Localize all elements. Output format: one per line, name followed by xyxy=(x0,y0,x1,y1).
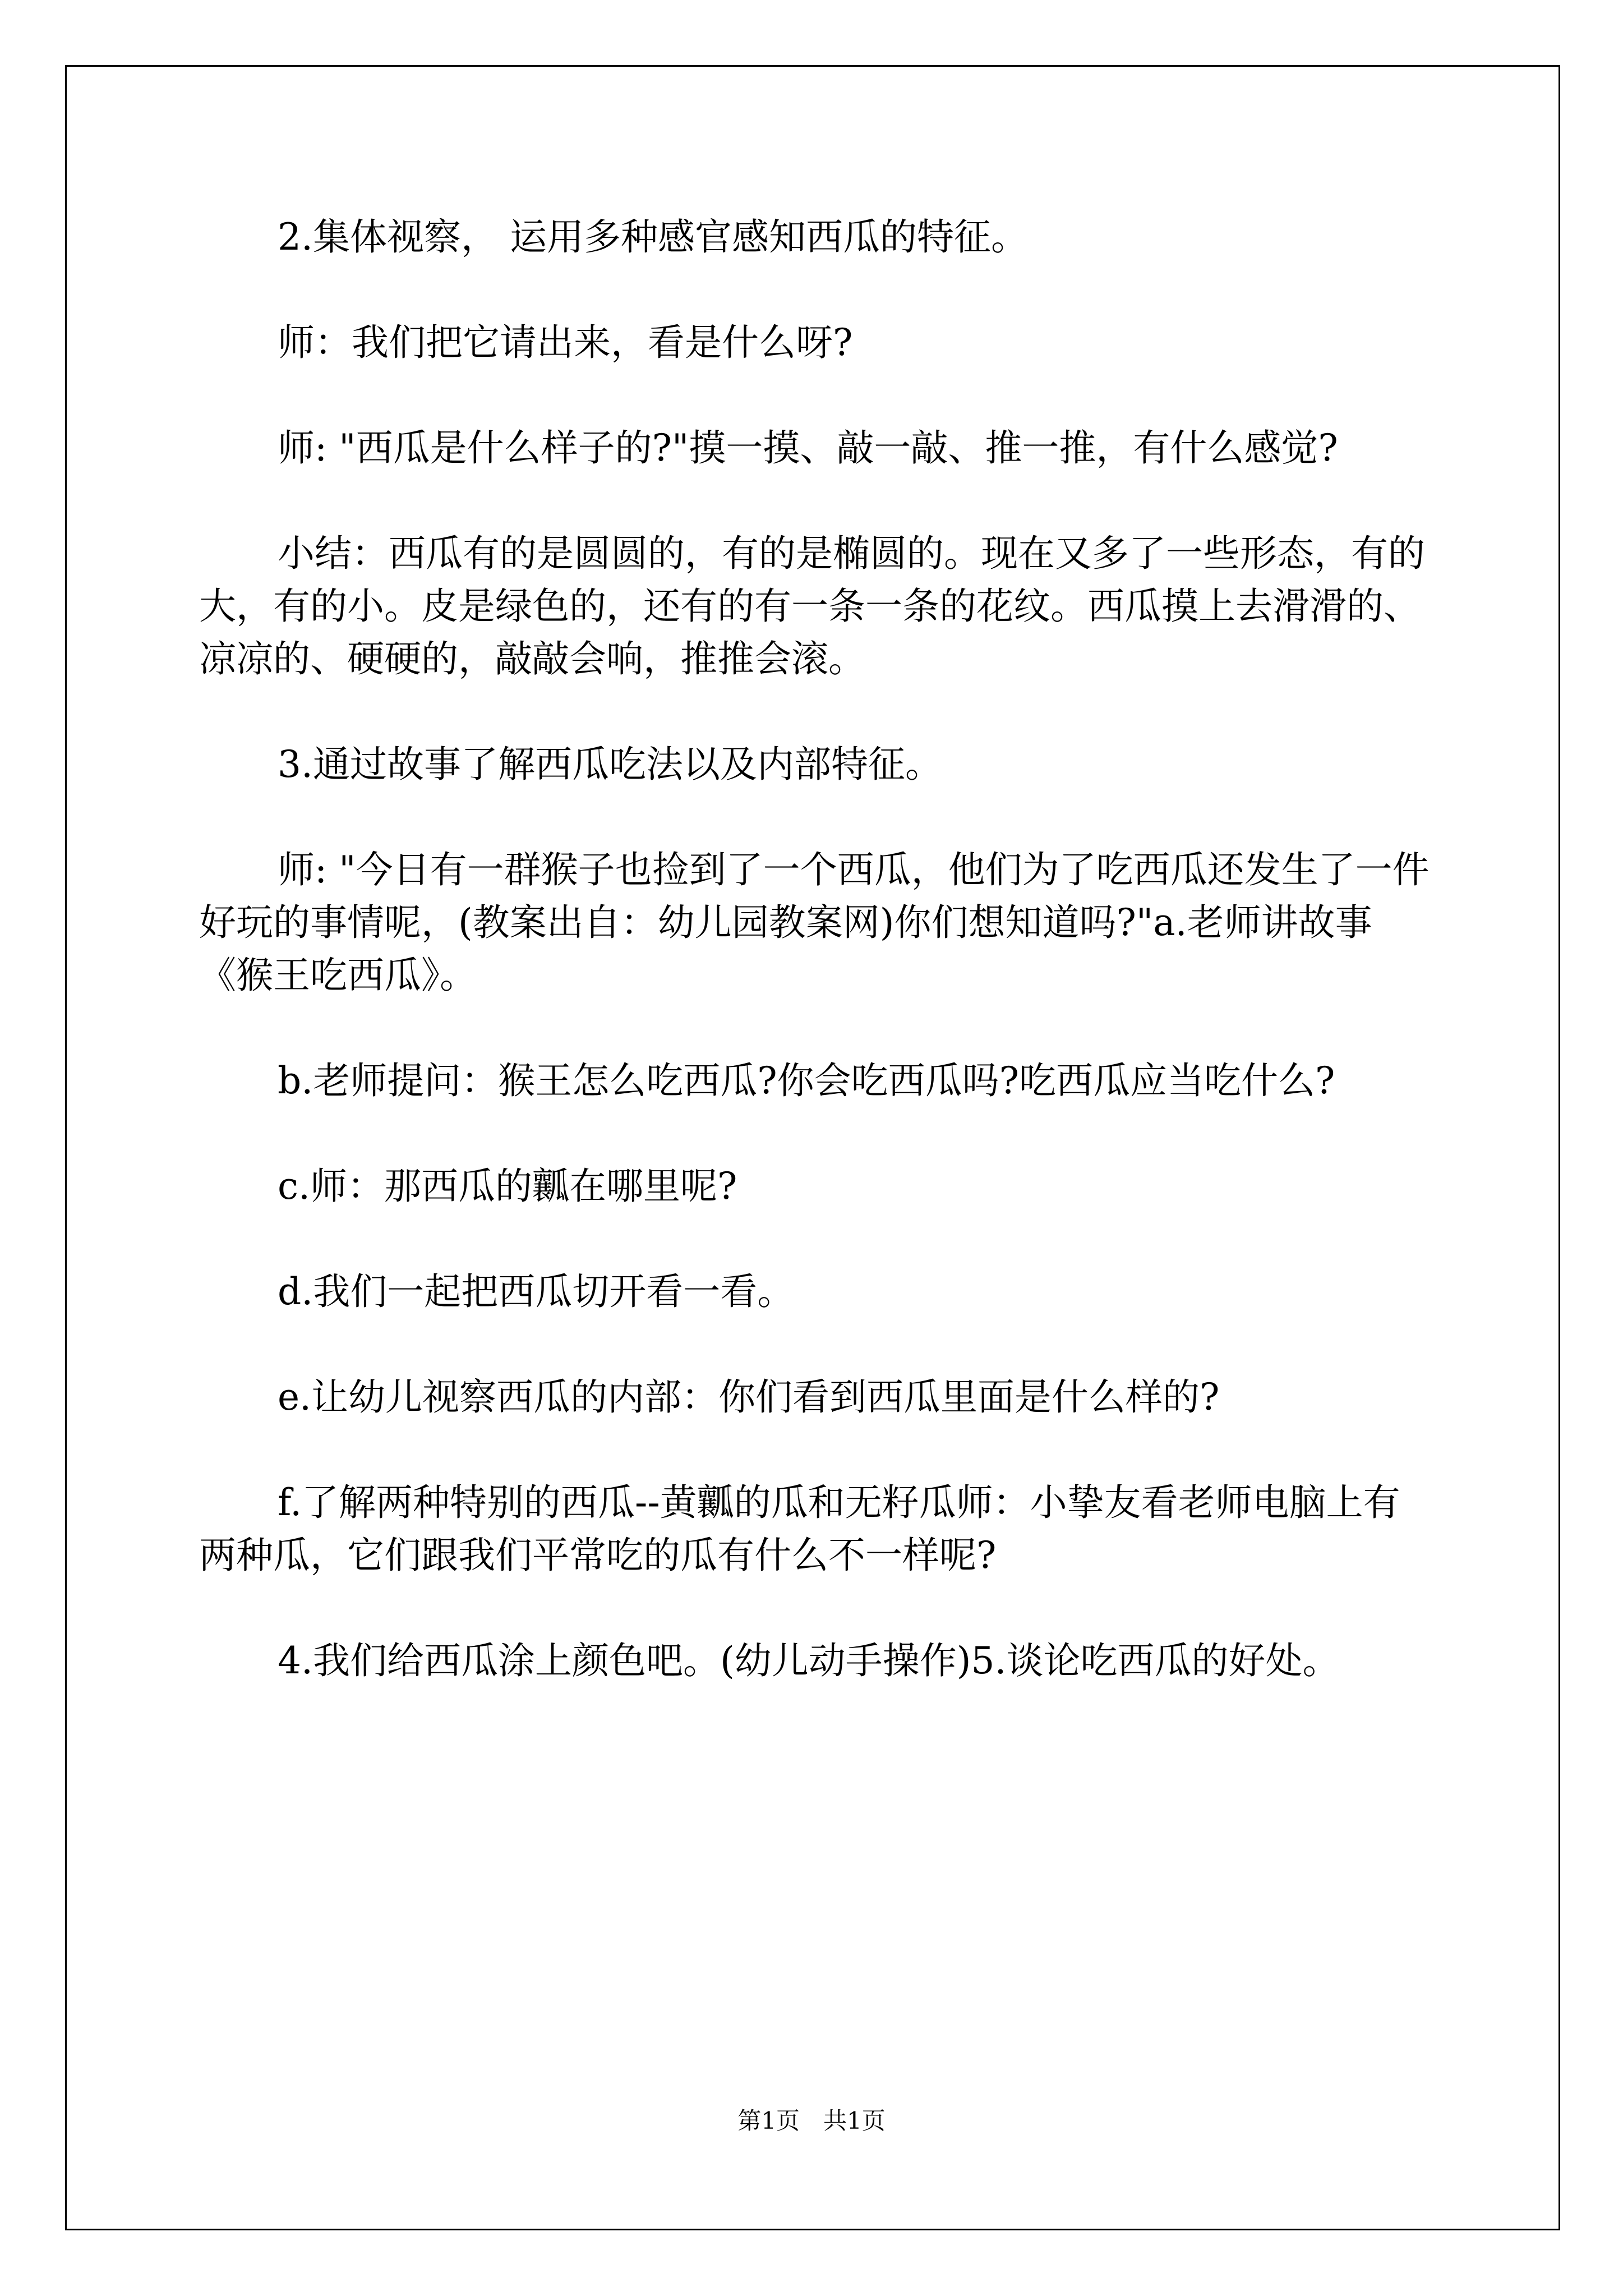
page-footer: 第1页 共1页 xyxy=(737,2107,886,2134)
paragraph: 师：我们把它请出来，看是什么呀? xyxy=(278,321,853,364)
document-body xyxy=(199,211,1433,1740)
paragraph: 2.集体视察， 运用多种感官感知西瓜的特征。 xyxy=(278,215,1028,259)
paragraph: 师: "今日有一群猴子也捡到了一个西瓜，他们为了吃西瓜还发生了一件好玩的事情呢，(教案出自：幼儿园教案网)你们想知道吗?"a.老师讲故事《猴王吃西瓜》。 xyxy=(199,848,1430,997)
paragraph: f.了解两种特别的西瓜--黄瓤的瓜和无籽瓜师：小挚友看老师电脑上有两种瓜，它们跟我们平常吃的瓜有什么不一样呢? xyxy=(199,1481,1400,1577)
paragraph: 师: "西瓜是什么样子的?"摸一摸、敲一敲、推一推，有什么感觉? xyxy=(278,426,1338,470)
paragraph: d.我们一起把西瓜切开看一看。 xyxy=(278,1270,795,1313)
paragraph: 3.通过故事了解西瓜吃法以及内部特征。 xyxy=(278,743,942,786)
paragraph: 小结：西瓜有的是圆圆的，有的是椭圆的。现在又多了一些形态，有的大，有的小。皮是绿色的，还有的有一条一条的花纹。西瓜摸上去滑滑的、凉凉的、硬硬的，敲敲会响，推推会滚。 xyxy=(199,532,1425,680)
paragraph: c.师：那西瓜的瓤在哪里呢? xyxy=(278,1165,737,1208)
paragraph: b.老师提问：猴王怎么吃西瓜?你会吃西瓜吗?吃西瓜应当吃什么? xyxy=(278,1059,1335,1102)
paragraph: 4.我们给西瓜涂上颜色吧。(幼儿动手操作)5.谈论吃西瓜的好处。 xyxy=(278,1639,1340,1682)
paragraph: e.让幼儿视察西瓜的内部：你们看到西瓜里面是什么样的? xyxy=(278,1375,1220,1419)
